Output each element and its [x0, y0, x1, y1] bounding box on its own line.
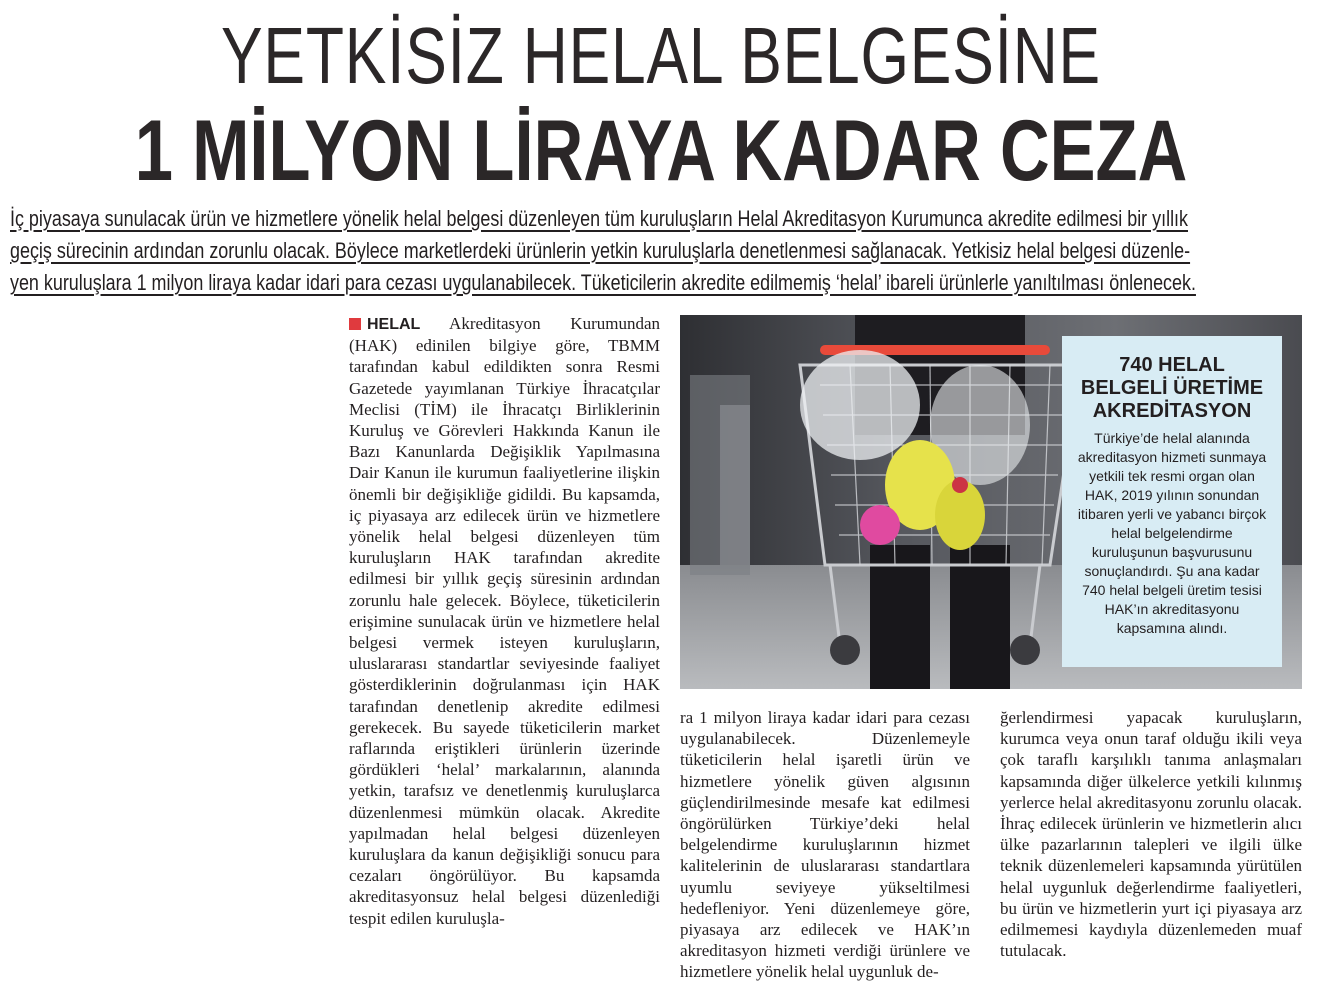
spot-line-3: yen kuruluşlara 1 milyon liraya kadar idari para cezası uygulanabilecek. Tüketicilerin akredite edilmemiş ‘helal’ ibareli ürünlerle yanıltılması önlenecek.: [10, 270, 1196, 295]
spot-summary: [10, 203, 1312, 299]
article-column-1: [349, 313, 660, 929]
sidebar-title: 740 HELAL BELGELİ ÜRETİME AKREDİTASYON: [1080, 354, 1264, 422]
article-column-3: ğerlendirmesi yapacak kuruluşların, kurumca veya onun taraf olduğu ikili veya çok taraflı karşılıklı tanıma anlaşmaları kapsamında diğer ülkelerce yetkili kılınmış yerlerce helal akreditasyonu zorunlu olacak. İhraç edilecek ürünlerin ve hizmetlerin alıcı ülke pazarlarının talepleri ve ilgili ülke teknik düzenlemeleri kapsamında yürütülen helal uygunluk değerlendirme faaliyetleri, bu ürün ve hizmetlerin yurt içi piyasaya arz edilmemesi kaydıyla düzenlemeden muaf tutulacak.: [1000, 708, 1302, 961]
headline-line-2: 1 MİLYON LİRAYA KADAR CEZA: [134, 103, 1188, 199]
kicker-square-icon: [349, 318, 361, 330]
article-column-1-text: Akreditasyon Kurumundan (HAK) edinilen bilgiye göre, TBMM tarafından kabul edildikten sonra Resmi Gazetede yayımlanan Türkiye İhracatçılar Meclisi (TİM) ile İhracatçı Birliklerinin Kuruluş ve Görevleri Hakkında Kanun ile Bazı Kanunlarda Değişiklik Yapılmasına Dair Kanun ile kurumun faaliyetlerine ilişkin önemli bir değişikliğe gidildi. Bu kapsamda, iç piyasaya arz edilecek ürün ve hizmetlere yönelik helal belgesi düzenleyen tüm kuruluşların HAK tarafından akredite edilmesi bir yıllık geçiş süresinin ardından zorunlu hale gelecek. Böylece, tüketicilerin erişimine sunulacak ürün ve hizmetlere helal belgesi vermek isteyen kuruluşların, uluslararası standartlar seviyesinde faaliyet gösterdiklerinin doğrulanması için HAK tarafından denetlenip akredite edilmesi gerekecek. Bu sayede tüketicilerin market raflarında eriştikleri ürünlerin üzerinde gördükleri ‘helal’ markalarının, alanında yetkin, tarafsız ve denetlenmiş kuruluşlarca düzenlenmesi mümkün olacak. Akredite yapılmadan helal belgesi düzenleyen kuruluşlara da kanun değişikliği sonucu para cezaları öngörülüyor. Bu kapsamda akreditasyonsuz helal belgesi düzenlediği tespit edilen kuruluşla-: [349, 314, 660, 928]
sidebar-box: [1062, 336, 1282, 667]
sidebar-body: Türkiye’de helal alanında akreditasyon hizmeti sunmaya yetkili tek resmi organ olan HAK, 2019 yılının sonundan itibaren yerli ve yabancı birçok helal belgelendirme kuruluşunun başvurusunu sonuçlandırdı. Şu ana kadar 740 helal belgeli üretim tesisi HAK’ın akreditasyonu kapsamına alındı.: [1077, 430, 1267, 636]
spot-line-1: İç piyasaya sunulacak ürün ve hizmetlere yönelik helal belgesi düzenleyen tüm kuruluşların Helal Akreditasyon Kurumunca akredite edilmesi bir yıllık: [10, 206, 1189, 231]
article-kicker: HELAL: [367, 316, 421, 333]
spot-line-2: geçiş sürecinin ardından zorunlu olacak. Böylece marketlerdeki ürünlerin yetkin kuruluşlarla denetlenmesi sağlanacak. Yetkisiz helal belgesi düzenle-: [10, 238, 1191, 263]
article-column-2: ra 1 milyon liraya kadar idari para cezası uygulanabilecek. Düzenlemeyle tüketicilerin helal işaretli ürün ve hizmetlere yönelik güven algısının güçlendirilmesinde mesafe kat edilmesi öngörülürken Türkiye’deki helal belgelendirme kuruluşlarının hizmet kalitelerinin de uluslararası standartlara uyumlu seviyeye yükseltilmesi hedefleniyor. Yeni düzenlemeye göre, piyasaya arz edilecek ve HAK’ın akreditasyon hizmeti verdiği ürünlere ve hizmetlere yönelik helal uygunluk de-: [680, 708, 970, 982]
headline-line-1: YETKİSİZ HELAL BELGESİNE: [221, 11, 1101, 100]
